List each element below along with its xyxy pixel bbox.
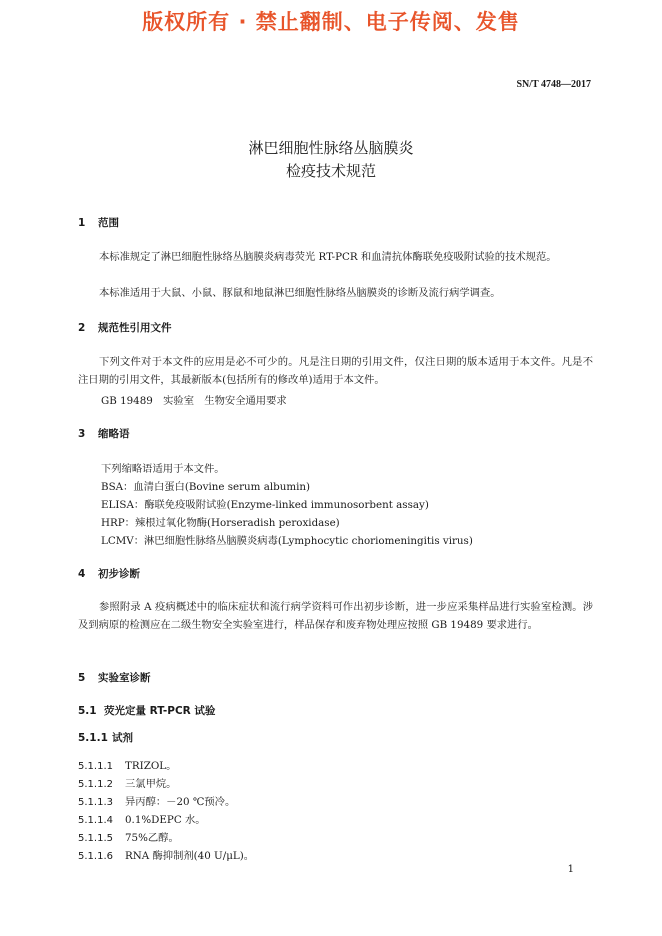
- section-number: 5.1.1: [78, 732, 108, 744]
- reagent-text: 0.1%DEPC 水。: [125, 814, 206, 826]
- section-number: 1: [78, 217, 86, 229]
- section-title: 范围: [98, 217, 119, 229]
- reagent-text: 75%乙醇。: [125, 832, 179, 844]
- page-number: 1: [567, 864, 574, 875]
- reagent-number: 5.1.1.5: [78, 833, 113, 844]
- reagent-item: [78, 793, 235, 808]
- reagent-number: 5.1.1.3: [78, 797, 113, 808]
- section-title: 试剂: [112, 732, 133, 744]
- reagent-item: [78, 775, 176, 790]
- section-title: 实验室诊断: [98, 672, 151, 684]
- preliminary-diagnosis-paragraph: 参照附录 A 疫病概述中的临床症状和流行病学资料可作出初步诊断，进一步应采集样品进行实验室检测。涉及到病原的检测应在二级生物安全实验室进行，样品保存和废弃物处理应按照 GB 19489 要求进行。: [78, 601, 593, 631]
- reagent-text: 异丙醇：－20 ℃预冷。: [125, 796, 236, 808]
- section-number: 5.1: [78, 705, 97, 717]
- abbreviation-item: ELISA：酶联免疫吸附试验(Enzyme-linked immunosorbent assay): [101, 499, 429, 511]
- section-title: 规范性引用文件: [98, 322, 172, 334]
- document-title-line2: 检疫技术规范: [285, 162, 376, 180]
- abbreviation-item: LCMV：淋巴细胞性脉络丛脑膜炎病毒(Lymphocytic choriomeningitis virus): [101, 535, 473, 547]
- reagent-item: [78, 847, 254, 862]
- abbreviation-item: BSA：血清白蛋白(Bovine serum albumin): [101, 481, 311, 493]
- section-5-heading: [78, 670, 151, 685]
- section-number: 5: [78, 672, 86, 684]
- section-number: 4: [78, 568, 86, 580]
- abbreviation-item: HRP：辣根过氧化物酶(Horseradish peroxidase): [101, 517, 340, 529]
- reference-gb19489: GB 19489 实验室 生物安全通用要求: [101, 395, 287, 407]
- section-1-heading: [78, 215, 119, 230]
- reagent-text: 三氯甲烷。: [125, 778, 177, 790]
- reagent-number: 5.1.1.6: [78, 851, 113, 862]
- section-2-heading: [78, 320, 172, 335]
- section-5-1-1-heading: [78, 730, 133, 745]
- reagent-text: TRIZOL。: [125, 760, 177, 772]
- scope-paragraph-2: 本标准适用于大鼠、小鼠、豚鼠和地鼠淋巴细胞性脉络丛脑膜炎的诊断及流行病学调查。: [99, 287, 501, 299]
- section-title: 初步诊断: [98, 568, 140, 580]
- reagent-item: [78, 829, 179, 844]
- scope-paragraph-1: 本标准规定了淋巴细胞性脉络丛脑膜炎病毒荧光 RT-PCR 和血清抗体酶联免疫吸附试验的技术规范。: [99, 251, 557, 263]
- reagent-number: 5.1.1.2: [78, 779, 113, 790]
- reagent-number: 5.1.1.1: [78, 761, 113, 772]
- abbreviations-intro: 下列缩略语适用于本文件。: [101, 463, 225, 475]
- copyright-watermark: 版权所有 · 禁止翻制、电子传阅、发售: [142, 10, 520, 34]
- reagent-number: 5.1.1.4: [78, 815, 113, 826]
- reagent-item: [78, 811, 206, 826]
- standard-number: SN/T 4748—2017: [516, 79, 591, 90]
- section-number: 3: [78, 428, 86, 440]
- section-3-heading: [78, 426, 130, 441]
- document-title-line1: 淋巴细胞性脉络丛脑膜炎: [248, 139, 414, 157]
- section-title: 荧光定量 RT-PCR 试验: [104, 705, 216, 717]
- section-title: 缩略语: [98, 428, 130, 440]
- section-5-1-heading: [78, 703, 215, 718]
- reagent-item: [78, 757, 176, 772]
- section-number: 2: [78, 322, 86, 334]
- references-paragraph: 下列文件对于本文件的应用是必不可少的。凡是注日期的引用文件，仅注日期的版本适用于本文件。凡是不注日期的引用文件，其最新版本(包括所有的修改单)适用于本文件。: [78, 356, 593, 386]
- reagent-text: RNA 酶抑制剂(40 U/μL)。: [125, 850, 255, 862]
- section-4-heading: [78, 566, 140, 581]
